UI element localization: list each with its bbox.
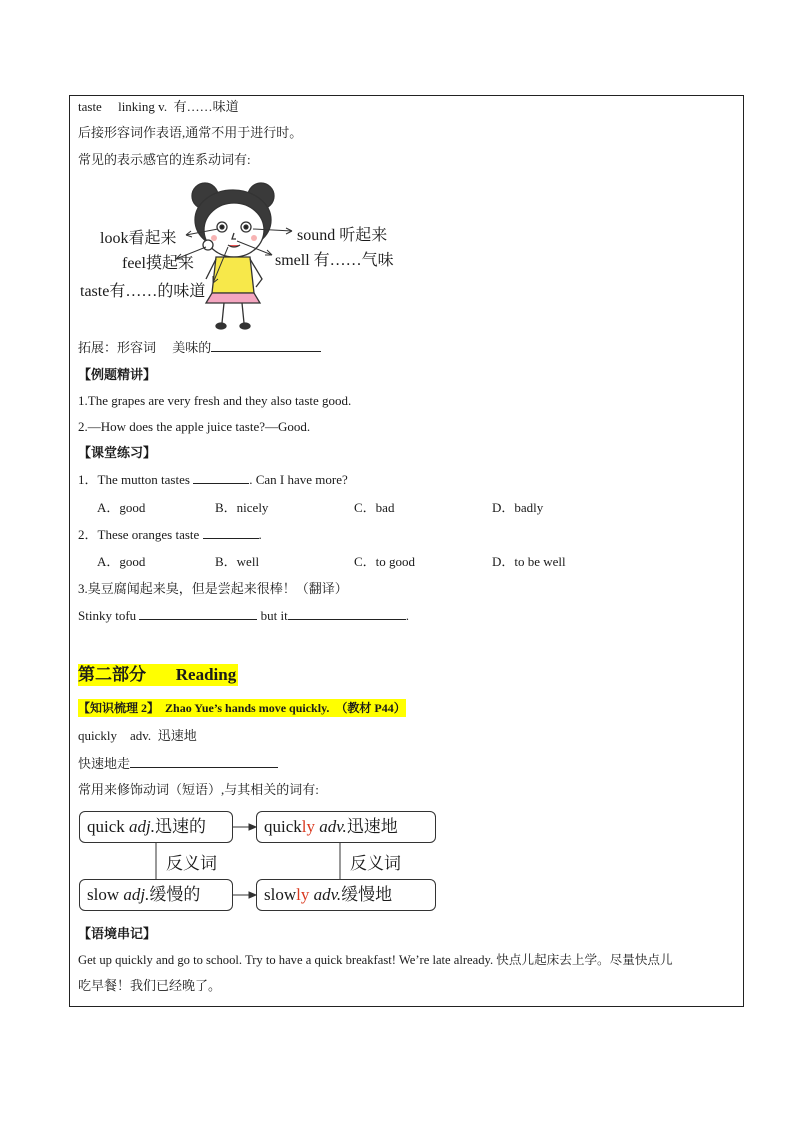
q2-option-a[interactable]: A．good <box>97 554 146 569</box>
antonym-label-right: 反义词 <box>350 854 401 873</box>
note-predicative: 后接形容词作表语,通常不用于进行时。 <box>78 125 303 140</box>
example-2: 2.—How does the apple juice taste?—Good. <box>78 419 311 434</box>
question-3-answer: Stinky tofu but it . <box>78 608 409 623</box>
q1-option-a[interactable]: A．good <box>97 500 146 515</box>
section-2-title: 第二部分 Reading <box>78 665 237 684</box>
box-slow-adj: slow adj.缓慢的 <box>79 879 233 911</box>
extension-line: 拓展：形容词 美味的 <box>78 339 321 357</box>
examples-heading: 【例题精讲】 <box>78 367 157 382</box>
q1-option-d[interactable]: D．badly <box>492 500 544 515</box>
q2-option-b[interactable]: B．well <box>215 554 260 569</box>
entry-quickly: quickly adv. 迅速地 <box>78 728 197 743</box>
example-1: 1.The grapes are very fresh and they also taste good. <box>78 393 352 408</box>
antonym-label-left: 反义词 <box>166 854 217 873</box>
q1-option-c[interactable]: C．bad <box>354 500 395 515</box>
question-3-prompt: 3.臭豆腐闻起来臭，但是尝起来很棒！（翻译） <box>78 581 348 596</box>
context-line-1: Get up quickly and go to school. Try to have a quick breakfast! We’re late already. 快点儿起床去上学。尽量快点儿 <box>78 953 673 967</box>
practice-heading: 【课堂练习】 <box>78 445 157 460</box>
question-1: 1．The mutton tastes . Can I have more? <box>78 472 348 487</box>
label-feel: feel摸起来 <box>122 255 194 272</box>
label-taste: taste有……的味道 <box>80 283 206 300</box>
note-sense-verbs: 常见的表示感官的连系动词有: <box>78 152 251 167</box>
label-look: look看起来 <box>100 230 177 247</box>
box-quick-adj: quick adj.迅速的 <box>79 811 233 843</box>
walk-fast-line: 快速地走 <box>78 755 278 773</box>
q1-option-b[interactable]: B．nicely <box>215 500 269 515</box>
entry-word: taste <box>78 99 102 114</box>
box-slowly-adv: slowly adv.缓慢地 <box>256 879 436 911</box>
box-quickly-adv: quickly adv.迅速地 <box>256 811 436 843</box>
label-sound: sound 听起来 <box>297 227 388 244</box>
question-2: 2．These oranges taste . <box>78 527 262 542</box>
entry-meaning: 有……味道 <box>173 99 239 114</box>
knowledge-point-2: 【知识梳理 2】 Zhao Yue’s hands move quickly. （教材 P44） <box>78 701 406 715</box>
q2-option-c[interactable]: C．to good <box>354 554 416 569</box>
modifier-note: 常用来修饰动词（短语）,与其相关的词有: <box>78 782 319 797</box>
label-smell: smell 有……气味 <box>275 252 394 269</box>
context-heading: 【语境串记】 <box>78 926 157 941</box>
q2-option-d[interactable]: D．to be well <box>492 554 566 569</box>
entry-pos: linking v. <box>118 99 168 114</box>
context-line-2: 吃早餐！我们已经晚了。 <box>78 978 222 993</box>
